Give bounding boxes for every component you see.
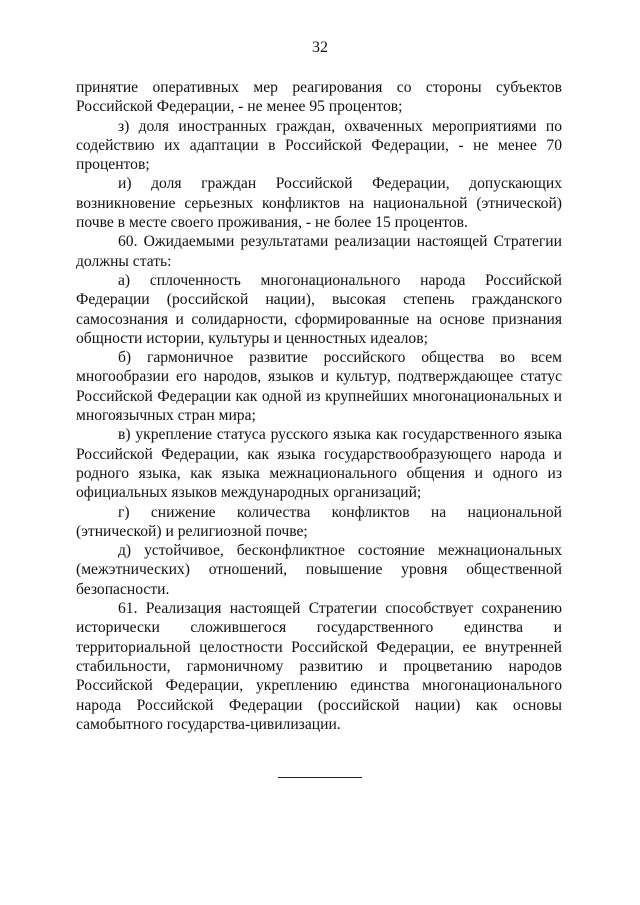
paragraph-item-a: а) сплоченность многонационального народа Российской Федерации (российской нации), высокая степень гражданского самосознания и солидарности, сформированные на основе признания общности истории, культуры и ценностных идеалов; [76,271,562,347]
page-number: 32 [312,39,328,56]
document-body [76,78,562,734]
paragraph-item-b: б) гармоничное развитие российского общества во всем многообразии его народов, языков и культур, подтверждающее статус Российской Федерации как одной из крупнейших многонациональных и многоязычных стран мира; [76,349,562,425]
paragraph-continuation: принятие оперативных мер реагирования со стороны субъектов Российской Федерации, - не менее 95 процентов; [76,79,562,116]
end-of-document-rule [278,777,362,778]
paragraph-item-z: з) доля иностранных граждан, охваченных мероприятиями по содействию их адаптации в Российской Федерации, - не менее 70 процентов; [76,117,562,174]
paragraph-item-d: д) устойчивое, бесконфликтное состояние межнациональных (межэтнических) отношений, повышение уровня общественной безопасности. [76,542,562,598]
paragraph-item-i: и) доля граждан Российской Федерации, допускающих возникновение серьезных конфликтов на национальной (этнической) почве в месте своего проживания, - не более 15 процентов. [76,175,562,232]
paragraph-item-g: г) снижение количества конфликтов на национальной (этнической) и религиозной почве; [76,503,562,540]
paragraph-60: 60. Ожидаемыми результатами реализации настоящей Стратегии должны стать: [76,233,562,270]
paragraph-61: 61. Реализация настоящей Стратегии способствует сохранению исторически сложившегося государственного единства и территориальной целостности Российской Федерации, ее внутренней стабильности, гармоничному развитию и процветанию народов Российской Федерации, укреплению единства многонационального народа Российской Федерации (российской нации) как основы самобытного государства-цивилизации. [76,600,562,733]
paragraph-item-v: в) укрепление статуса русского языка как государственного языка Российской Федерации, как языка государствообразующего народа и родного языка, как языка межнационального общения и одного из официальных языков международных организаций; [76,426,562,502]
